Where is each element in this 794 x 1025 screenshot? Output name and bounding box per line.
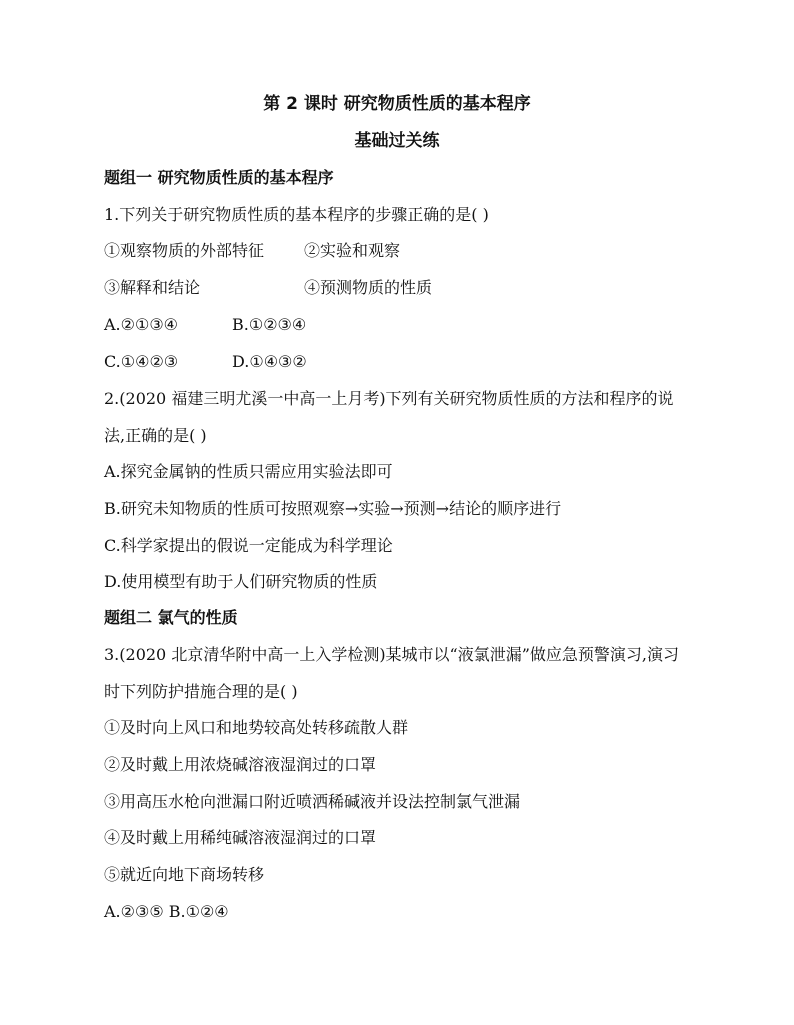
q3-item-5: ⑤就近向地下商场转移 [104,865,265,884]
q2-option-d: D.使用模型有助于人们研究物质的性质 [104,572,378,591]
q1-option-b: B.①②③④ [232,315,307,334]
lesson-title: 第 2 课时 研究物质性质的基本程序 [263,94,531,114]
q3-options: A.②③⑤ B.①②④ [104,902,229,921]
q2-option-c: C.科学家提出的假说一定能成为科学理论 [104,536,393,555]
q3-item-2: ②及时戴上用浓烧碱溶液湿润过的口罩 [104,755,377,774]
section-title: 基础过关练 [354,131,440,151]
q3-item-4: ④及时戴上用稀纯碱溶液湿润过的口罩 [104,828,377,847]
q3-item-1: ①及时向上风口和地势较高处转移疏散人群 [104,718,409,737]
group-1-title: 题组一 研究物质性质的基本程序 [104,168,334,187]
question-2-stem-line-1: 2.(2020 福建三明尤溪一中高一上月考)下列有关研究物质性质的方法和程序的说 [104,389,674,408]
q1-option-c: C.①④②③ [104,352,179,371]
q2-option-a: A.探究金属钠的性质只需应用实验法即可 [104,462,393,481]
q2-option-b: B.研究未知物质的性质可按照观察→实验→预测→结论的顺序进行 [104,499,562,518]
group-2-title: 题组二 氯气的性质 [104,608,238,627]
question-3-stem-line-2: 时下列防护措施合理的是( ) [104,682,298,701]
q1-item-3: ③解释和结论 [104,278,201,297]
q3-item-3: ③用高压水枪向泄漏口附近喷洒稀碱液并设法控制氯气泄漏 [104,792,521,811]
question-2-stem-line-2: 法,正确的是( ) [104,426,207,445]
q1-option-d: D.①④③② [232,352,307,371]
q1-item-1: ①观察物质的外部特征 [104,241,265,260]
q1-item-2: ②实验和观察 [304,241,401,260]
q1-option-a: A.②①③④ [104,315,179,334]
question-3-stem-line-1: 3.(2020 北京清华附中高一上入学检测)某城市以“液氯泄漏”做应急预警演习,演习 [104,645,680,664]
q1-item-4: ④预测物质的性质 [304,278,433,297]
question-1-stem: 1.下列关于研究物质性质的基本程序的步骤正确的是( ) [104,205,489,224]
